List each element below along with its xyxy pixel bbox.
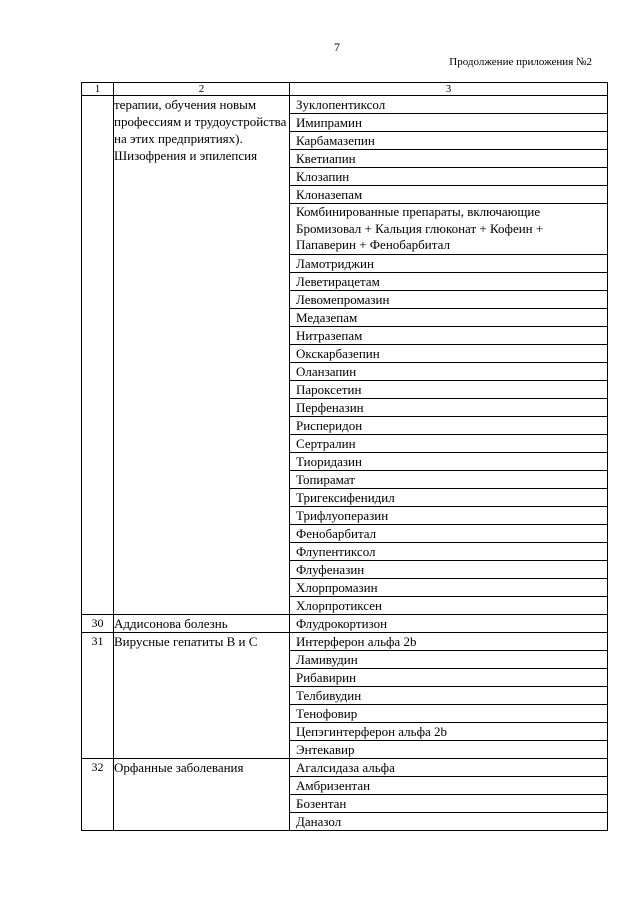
- drug-item: Зуклопентиксол: [290, 96, 607, 114]
- drug-item: Флуфеназин: [290, 561, 607, 579]
- drug-item: Оланзапин: [290, 363, 607, 381]
- drug-cell: [290, 96, 608, 615]
- table-row: [82, 632, 608, 758]
- drug-item: Флудрокортизон: [296, 615, 388, 631]
- drug-item: Фенобарбитал: [290, 525, 607, 543]
- drug-item: Интерферон альфа 2b: [290, 633, 607, 651]
- drug-item: Цепэгинтерферон альфа 2b: [290, 723, 607, 741]
- continuation-header: Продолжение приложения №2: [449, 56, 592, 68]
- row-number: [82, 96, 114, 615]
- drug-item: Перфеназин: [290, 399, 607, 417]
- drug-item: Даназол: [296, 813, 342, 829]
- drug-list: [290, 615, 607, 632]
- drug-item: Кветиапин: [290, 150, 607, 168]
- drug-item: Рибавирин: [290, 669, 607, 687]
- page-number: 7: [334, 40, 340, 54]
- drug-item: Бозентан: [290, 795, 607, 813]
- drug-item: Агалсидаза альфа: [290, 759, 607, 777]
- drug-item: Имипрамин: [290, 114, 607, 132]
- column-header: 2: [114, 83, 290, 96]
- drug-item: Ламотриджин: [290, 255, 607, 273]
- drug-list: [290, 96, 607, 614]
- drug-item: Нитразепам: [290, 327, 607, 345]
- column-header: 1: [82, 83, 114, 96]
- drug-item: Трифлуоперазин: [290, 507, 607, 525]
- drug-list: [290, 759, 607, 830]
- drug-item: Сертралин: [290, 435, 607, 453]
- row-number: 30: [82, 614, 114, 632]
- table-header-row: [82, 83, 608, 96]
- drug-item: Тригексифенидил: [290, 489, 607, 507]
- drug-item: Энтекавир: [296, 741, 355, 757]
- row-number: 31: [82, 632, 114, 758]
- disease-name: Орфанные заболевания: [114, 758, 290, 830]
- column-header: 3: [290, 83, 608, 96]
- drug-list: [290, 633, 607, 758]
- disease-name: Вирусные гепатиты В и С: [114, 632, 290, 758]
- drug-item: Левомепромазин: [290, 291, 607, 309]
- disease-name: Аддисонова болезнь: [114, 614, 290, 632]
- drug-item: Клоназепам: [290, 186, 607, 204]
- drug-item: Леветирацетам: [290, 273, 607, 291]
- drug-item: Телбивудин: [290, 687, 607, 705]
- drug-item: Ламивудин: [290, 651, 607, 669]
- drug-item: Комбинированные препараты, включающие Бромизовал + Кальция глюконат + Кофеин + Папаверин + Фенобарбитал: [290, 204, 607, 255]
- drug-item: Пароксетин: [290, 381, 607, 399]
- drug-item: Тенофовир: [290, 705, 607, 723]
- drug-item: Амбризентан: [290, 777, 607, 795]
- drug-item: Топирамат: [290, 471, 607, 489]
- table-row: [82, 614, 608, 632]
- drug-cell: [290, 758, 608, 830]
- drug-cell: [290, 632, 608, 758]
- drug-item: Хлорпротиксен: [296, 597, 382, 613]
- table-row: [82, 96, 608, 615]
- drug-item: Окскарбазепин: [290, 345, 607, 363]
- drug-item: Карбамазепин: [290, 132, 607, 150]
- row-number: 32: [82, 758, 114, 830]
- drug-cell: [290, 614, 608, 632]
- drug-item: Флупентиксол: [290, 543, 607, 561]
- drug-item: Хлорпромазин: [290, 579, 607, 597]
- drug-item: Рисперидон: [290, 417, 607, 435]
- drug-item: Медазепам: [290, 309, 607, 327]
- table-row: [82, 758, 608, 830]
- drug-table: [81, 82, 608, 831]
- drug-item: Клозапин: [290, 168, 607, 186]
- drug-item: Тиоридазин: [290, 453, 607, 471]
- disease-name: терапии, обучения новым профессиям и трудоустройства на этих предприятиях). Шизофрения и эпилепсия: [114, 96, 290, 615]
